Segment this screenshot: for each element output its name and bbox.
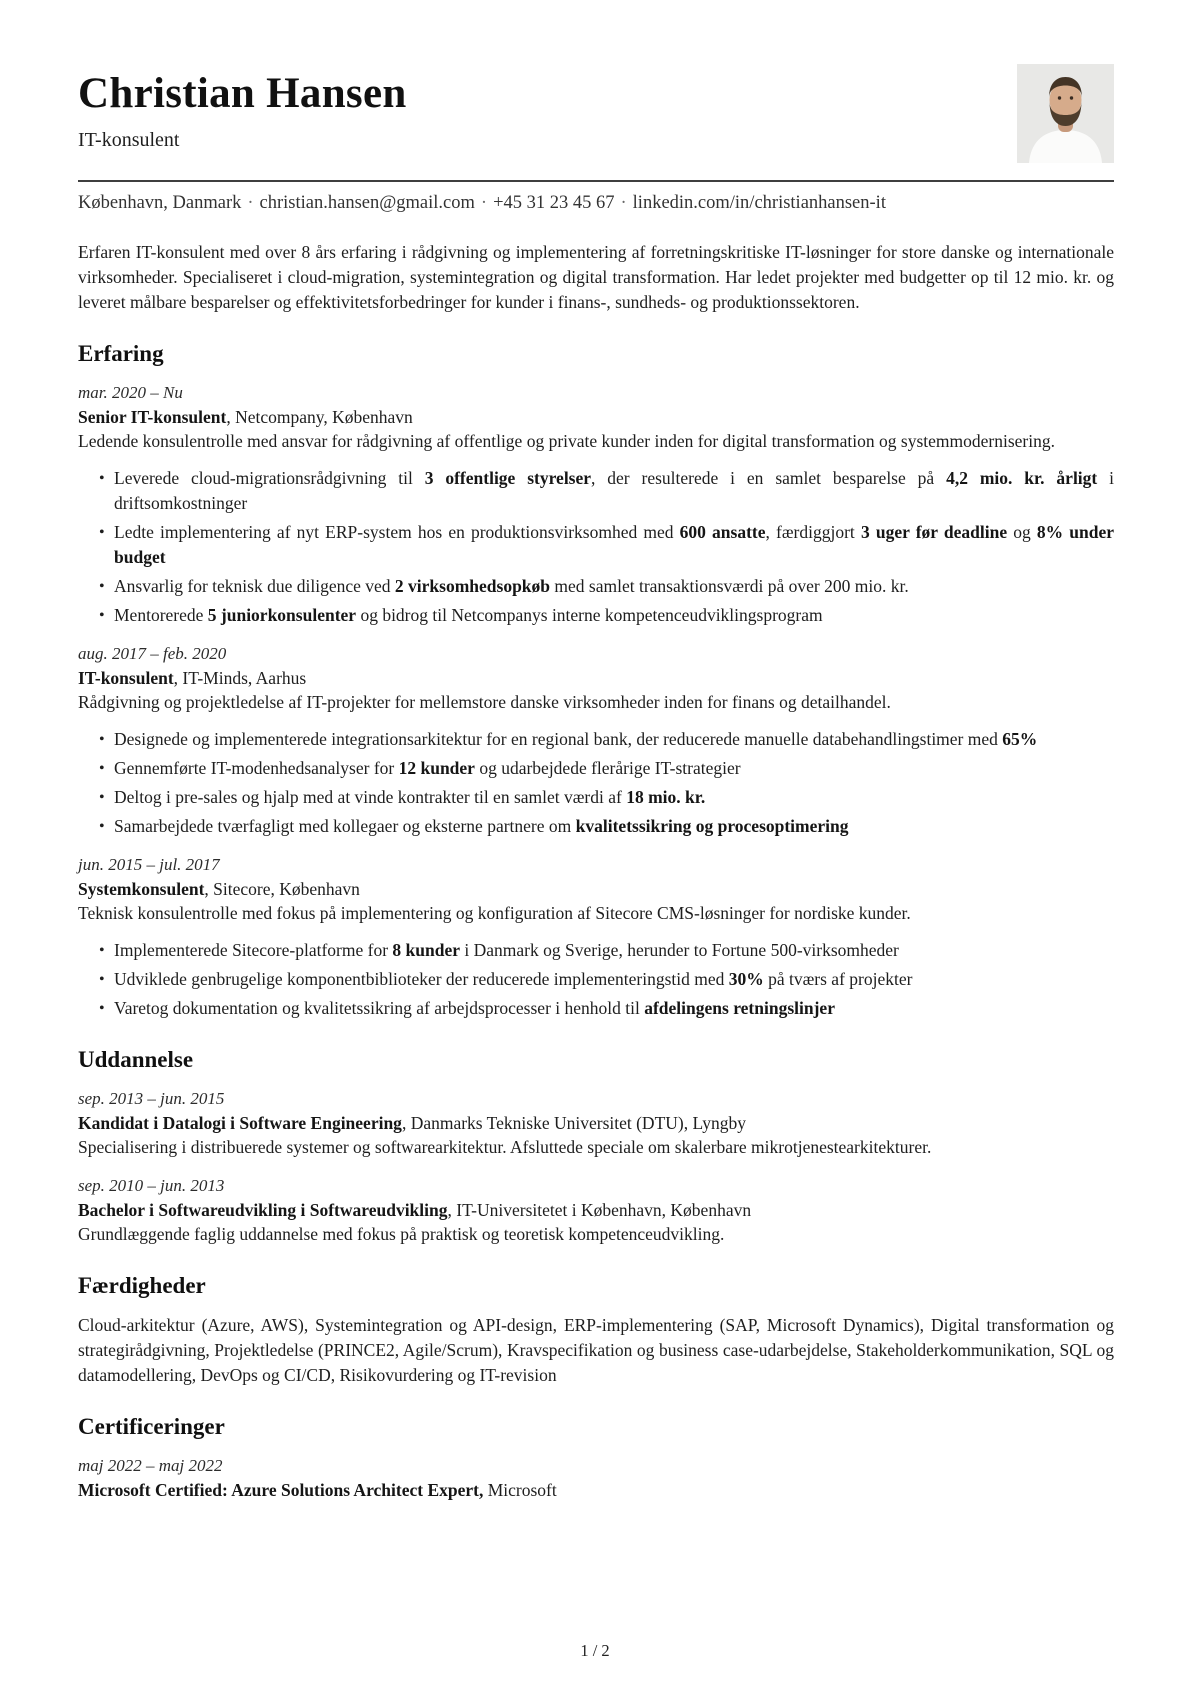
entry-description: Ledende konsulentrolle med ansvar for rådgivning af offentlige og private kunder inden for digital transformation og systemmodernisering.: [78, 431, 1055, 452]
bullet-item: [98, 967, 1114, 992]
plain-text: og: [1007, 522, 1037, 543]
section-heading-education: Uddannelse: [78, 1047, 194, 1073]
plain-text: Ledte implementering af nyt ERP-system hos en produktionsvirksomhed med: [114, 522, 680, 543]
bullet-item: [98, 996, 1114, 1021]
section-experience: [78, 341, 1114, 1021]
bold-text: 18 mio. kr.: [626, 787, 706, 808]
entry-meta: , IT-Minds, Aarhus: [173, 668, 307, 689]
entry-role-line: [78, 1200, 1114, 1221]
bold-text: 8 kunder: [392, 940, 461, 961]
certification-entries: [78, 1456, 1114, 1501]
bold-text: 5 juniorkonsulenter: [207, 605, 357, 626]
entry-date: mar. 2020 – Nu: [78, 383, 183, 403]
plain-text: , færdiggjort: [765, 522, 861, 543]
entry-role: Kandidat i Datalogi i Software Engineering: [78, 1113, 402, 1134]
entry-description: Grundlæggende faglig uddannelse med fokus på praktisk og teoretisk kompetenceudvikling.: [78, 1224, 725, 1245]
experience-entry: [78, 644, 1114, 839]
contact-separator: ·: [247, 193, 254, 214]
plain-text: og bidrog til Netcompanys interne kompetenceudviklingsprogram: [356, 605, 823, 626]
entry-role: Senior IT-konsulent: [78, 407, 227, 428]
plain-text: Designede og implementerede integrationsarkitektur for en regional bank, der reducerede manuelle databehandlingstimer med: [114, 729, 1003, 750]
entry-date: sep. 2010 – jun. 2013: [78, 1176, 225, 1196]
contact-item: +45 31 23 45 67: [493, 193, 615, 214]
plain-text: i driftsomkostninger: [114, 468, 1114, 514]
experience-entry: [78, 383, 1114, 628]
plain-text: Deltog i pre-sales og hjalp med at vinde kontrakter til en samlet værdi af: [114, 787, 627, 808]
entry-bullet-list: [78, 727, 1114, 839]
entry-meta: , Sitecore, København: [204, 879, 360, 900]
skills-text: Cloud-arkitektur (Azure, AWS), Systemintegration og API-design, ERP-implementering (SAP, Microsoft Dynamics), Digital transformation og strategirådgivning, Projektledelse (PRINCE2, Agile/Scrum), Kravspecifikation og business case-udarbejdelse, Stakeholderkommunikation, SQL og datamodellering, DevOps og CI/CD, Risikovurdering og IT-revision: [78, 1315, 1114, 1386]
section-skills: [78, 1273, 1114, 1388]
bold-text: 3 uger før deadline: [860, 522, 1008, 543]
bold-text: 12 kunder: [398, 758, 475, 779]
plain-text: Mentorerede: [114, 605, 208, 626]
entry-role: Bachelor i Softwareudvikling i Softwareudvikling: [78, 1200, 448, 1221]
entry-meta: , IT-Universitetet i København, København: [447, 1200, 752, 1221]
contact-item: christian.hansen@gmail.com: [259, 193, 475, 214]
entry-role-line: [78, 668, 1114, 689]
certifications-entry: [78, 1456, 1114, 1501]
contact-item: linkedin.com/in/christianhansen-it: [632, 193, 886, 214]
plain-text: Varetog dokumentation og kvalitetssikring af arbejdsprocesser i henhold til: [114, 998, 645, 1019]
entry-description: Teknisk konsulentrolle med fokus på implementering og konfiguration af Sitecore CMS-løsninger for nordiske kunder.: [78, 903, 911, 924]
education-entry: [78, 1176, 1114, 1247]
person-name: Christian Hansen: [78, 70, 407, 117]
profile-photo: [1017, 64, 1114, 163]
entry-role: IT-konsulent: [78, 668, 174, 689]
entry-role-line: [78, 1480, 1114, 1501]
bold-text: 600 ansatte: [679, 522, 766, 543]
bold-text: 2 virksomhedsopkøb: [394, 576, 551, 597]
plain-text: Ansvarlig for teknisk due diligence ved: [114, 576, 395, 597]
bullet-item: [98, 785, 1114, 810]
plain-text: , der resulterede i en samlet besparelse på: [591, 468, 947, 489]
entry-description: Rådgivning og projektledelse af IT-projekter for mellemstore danske virksomheder inden for finans og detailhandel.: [78, 692, 891, 713]
bold-text: 4,2 mio. kr. årligt: [946, 468, 1098, 489]
entry-description: Specialisering i distribuerede systemer og softwarearkitektur. Afsluttede speciale om skalerbare mikrotjenestearkitekturer.: [78, 1137, 932, 1158]
entry-role: Microsoft Certified: Azure Solutions Architect Expert,: [78, 1480, 484, 1501]
section-certifications: [78, 1414, 1114, 1501]
bullet-item: [98, 756, 1114, 781]
header-divider: [78, 180, 1114, 182]
education-entries: [78, 1089, 1114, 1247]
entry-meta: , Danmarks Tekniske Universitet (DTU), Lyngby: [401, 1113, 746, 1134]
plain-text: med samlet transaktionsværdi på over 200 mio. kr.: [550, 576, 909, 597]
experience-entries: [78, 383, 1114, 1021]
bold-text: 3 offentlige styrelser: [424, 468, 592, 489]
section-heading-certifications: Certificeringer: [78, 1414, 225, 1440]
section-heading-experience: Erfaring: [78, 341, 164, 367]
entry-date: maj 2022 – maj 2022: [78, 1456, 223, 1476]
entry-meta: , Netcompany, København: [226, 407, 413, 428]
person-job-title: IT-konsulent: [78, 129, 180, 152]
entry-date: aug. 2017 – feb. 2020: [78, 644, 227, 664]
bold-text: kvalitetssikring og procesoptimering: [575, 816, 849, 837]
entry-role-line: [78, 879, 1114, 900]
plain-text: Gennemførte IT-modenhedsanalyser for: [114, 758, 399, 779]
entry-role-line: [78, 1113, 1114, 1134]
contact-separator: ·: [620, 193, 627, 214]
plain-text: Leverede cloud-migrationsrådgivning til: [114, 468, 425, 489]
bullet-item: [98, 938, 1114, 963]
contact-line: [78, 193, 1114, 214]
entry-bullet-list: [78, 938, 1114, 1021]
plain-text: Udviklede genbrugelige komponentbiblioteker der reducerede implementeringstid med: [114, 969, 729, 990]
entry-bullet-list: [78, 466, 1114, 628]
page-number: 1 / 2: [580, 1641, 610, 1660]
entry-meta: Microsoft: [483, 1480, 557, 1501]
contact-item: København, Danmark: [78, 193, 242, 214]
plain-text: Samarbejdede tværfagligt med kollegaer og eksterne partnere om: [114, 816, 576, 837]
plain-text: på tværs af projekter: [763, 969, 913, 990]
bold-text: 30%: [728, 969, 764, 990]
experience-entry: [78, 855, 1114, 1021]
entry-date: jun. 2015 – jul. 2017: [78, 855, 220, 875]
bullet-item: [98, 727, 1114, 752]
plain-text: Implementerede Sitecore-platforme for: [114, 940, 393, 961]
plain-text: i Danmark og Sverige, herunder to Fortune 500-virksomheder: [460, 940, 899, 961]
section-heading-skills: Færdigheder: [78, 1273, 206, 1299]
bullet-item: [98, 520, 1114, 570]
entry-date: sep. 2013 – jun. 2015: [78, 1089, 225, 1109]
profile-summary: Erfaren IT-konsulent med over 8 års erfaring i rådgivning og implementering af forretningskritiske IT-løsninger for store danske og internationale virksomheder. Specialiseret i cloud-migration, systemintegration og digital transformation. Har ledet projekter med budgetter op til 12 mio. kr. og leveret målbare besparelser og effektivitetsforbedringer for kunder i finans-, sundheds- og produktionssektoren.: [78, 242, 1114, 313]
entry-role-line: [78, 407, 1114, 428]
section-education: [78, 1047, 1114, 1247]
bold-text: 65%: [1002, 729, 1038, 750]
bullet-item: [98, 814, 1114, 839]
plain-text: og udarbejdede flerårige IT-strategier: [474, 758, 741, 779]
bold-text: 8% under budget: [114, 522, 1115, 568]
bullet-item: [98, 466, 1114, 516]
bullet-item: [98, 574, 1114, 599]
contact-separator: ·: [480, 193, 488, 214]
education-entry: [78, 1089, 1114, 1160]
entry-role: Systemkonsulent: [78, 879, 205, 900]
bullet-item: [98, 603, 1114, 628]
bold-text: afdelingens retningslinjer: [644, 998, 835, 1019]
